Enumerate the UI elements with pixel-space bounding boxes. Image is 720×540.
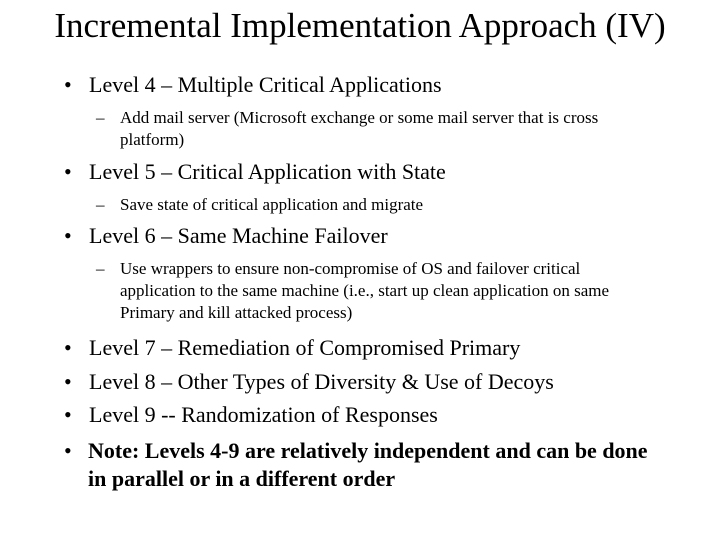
- bullet-icon: •: [64, 72, 72, 97]
- bullet-level-9: [64, 401, 704, 429]
- sub-bullet-text: Save state of critical application and migrate: [120, 195, 424, 214]
- dash-icon: –: [96, 259, 105, 278]
- slide-title: Incremental Implementation Approach (IV): [54, 6, 666, 45]
- bullet-text: Level 9 -- Randomization of Responses: [89, 402, 438, 427]
- sub-bullet-text: Add mail server (Microsoft exchange or some mail server that is cross platform): [120, 108, 599, 149]
- bullet-icon: •: [64, 402, 72, 427]
- bullet-level-4: [64, 71, 704, 99]
- bullet-text: Level 7 – Remediation of Compromised Primary: [89, 335, 521, 360]
- bullet-level-5: [64, 158, 704, 186]
- sub-bullet-level-5: [96, 194, 656, 216]
- bullet-note: [64, 437, 664, 493]
- sub-bullet-level-6: [96, 258, 656, 324]
- bullet-level-8: [64, 368, 704, 396]
- bullet-icon: •: [64, 369, 72, 394]
- bullet-icon: •: [64, 223, 72, 248]
- bullet-icon: •: [64, 159, 72, 184]
- bullet-text: Level 4 – Multiple Critical Applications: [89, 72, 442, 97]
- dash-icon: –: [96, 195, 105, 214]
- sub-bullet-level-4: [96, 107, 656, 151]
- bullet-text: Level 6 – Same Machine Failover: [89, 223, 388, 248]
- note-text: Note: Levels 4-9 are relatively independent and can be done in parallel or in a different order: [88, 438, 648, 491]
- bullet-icon: •: [64, 438, 72, 463]
- bullet-level-6: [64, 222, 704, 250]
- dash-icon: –: [96, 108, 105, 127]
- sub-bullet-text: Use wrappers to ensure non-compromise of OS and failover critical application to the same machine (i.e., start up clean application on same Primary and kill attacked process): [120, 259, 610, 322]
- bullet-text: Level 8 – Other Types of Diversity & Use of Decoys: [89, 369, 554, 394]
- bullet-text: Level 5 – Critical Application with State: [89, 159, 446, 184]
- bullet-icon: •: [64, 335, 72, 360]
- bullet-level-7: [64, 334, 704, 362]
